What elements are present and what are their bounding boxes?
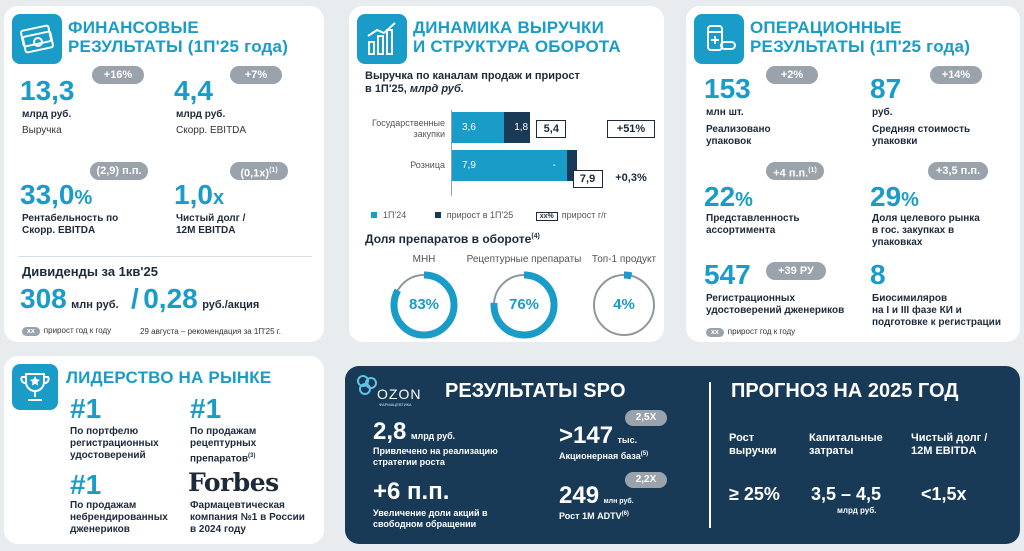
base-value-row: [559, 422, 637, 450]
legend-yoy-badge: xx%: [536, 212, 558, 221]
debt-change-footnote: (1): [269, 167, 278, 174]
assortment-label: [706, 213, 800, 237]
forbes-label: [190, 500, 305, 536]
base-label-text: Акционерная база: [559, 451, 641, 461]
biosimilars-label-line2: на I и III фазе КИ и: [872, 305, 962, 316]
share-ring-label: Рецептурные препараты: [466, 254, 582, 265]
assortment-label-line2: ассортимента: [706, 225, 776, 236]
forecast-col1-line1: Рост: [729, 432, 755, 444]
registrations-label: [706, 293, 844, 317]
price-label: [872, 124, 970, 148]
rank-1-line3: удостоверений: [70, 450, 146, 461]
adtv-change-badge: 2,2X: [625, 472, 667, 488]
legend-base-swatch: [371, 212, 377, 218]
adtv-unit: млн руб.: [603, 498, 634, 505]
rank-3-line3: дженериков: [70, 524, 130, 535]
base-label: [559, 451, 648, 461]
forecast-col2-line1: Капитальные: [809, 432, 883, 444]
legend-badge: xx: [22, 327, 40, 336]
price-value: 87: [870, 73, 902, 104]
chart-bar-segment: 3,6: [452, 112, 504, 143]
dynamics-subtitle-unit: млрд руб.: [409, 83, 464, 95]
forecast-col2-value: 3,5 – 4,5: [811, 484, 882, 504]
raised-label-line2: стратегии роста: [373, 457, 445, 467]
biosimilars-label-line1: Биосимиляров: [872, 293, 948, 304]
chart-total-label: 5,4: [536, 120, 566, 138]
base-label-footnote: (5): [640, 451, 649, 457]
registrations-value: 547: [704, 259, 751, 290]
margin-label: [22, 213, 118, 237]
market-share-value: [870, 182, 919, 215]
share-ring-label: МНН: [412, 254, 436, 265]
financial-legend: [22, 326, 111, 336]
margin-number: 33,0: [20, 179, 75, 210]
registrations-label-line2: удостоверений дженериков: [706, 305, 845, 316]
registrations-change-badge: +39 РУ: [766, 262, 826, 280]
margin-label-line1: Рентабельность по: [22, 213, 119, 224]
margin-change-badge: (2,9) п.п.: [90, 162, 148, 180]
adtv-label-text: Рост 1М ADTV: [559, 511, 622, 521]
revenue-chart: [349, 106, 664, 206]
biosimilars-value: 8: [870, 259, 886, 290]
ebitda-value: 4,4: [174, 75, 213, 106]
operational-title-line2: РЕЗУЛЬТАТЫ (1П'25 года): [750, 37, 971, 56]
forecast-col3-line1: Чистый долг /: [911, 432, 988, 444]
dynamics-title-line2: И СТРУКТУРА ОБОРОТА: [413, 37, 621, 56]
chart-bar-segment: 1,8: [504, 112, 530, 143]
adtv-label-footnote: (6): [621, 511, 629, 517]
forbes-logo: Forbes: [188, 468, 279, 497]
share-ring-value: 76%: [508, 296, 540, 313]
share-ring-value: 4%: [613, 296, 635, 313]
assortment-value: [704, 182, 753, 215]
revenue-dynamics-card: [349, 6, 664, 342]
chart-legend: [371, 210, 607, 221]
leadership-card: [4, 356, 324, 544]
chart-bar-segment: 7,9: [452, 150, 567, 181]
spo-forecast-divider: [709, 382, 711, 528]
rank-3-line1: По продажам: [70, 500, 137, 511]
assortment-change-badge: [766, 162, 824, 180]
adtv-label: [559, 511, 629, 521]
margin-suffix: %: [74, 187, 93, 209]
adtv-value: 249: [559, 482, 600, 509]
revenue-change-badge: +16%: [92, 66, 144, 84]
per-share-unit: руб./акция: [202, 299, 260, 311]
forecast-col1-label: [729, 432, 777, 458]
forbes-line2: компания №1 в России: [190, 512, 305, 523]
rank-3-line2: небрендированных: [70, 512, 168, 523]
legend-growth-swatch: [435, 212, 441, 218]
spo-title: РЕЗУЛЬТАТЫ SPO: [445, 380, 626, 402]
margin-value: [20, 180, 92, 213]
dividends-title: Дивиденды за 1кв'25: [22, 264, 158, 279]
price-label-line1: Средняя стоимость: [872, 124, 971, 135]
raised-label: [373, 446, 498, 468]
revenue-unit: млрд руб.: [22, 109, 72, 120]
forecast-col1-line2: выручки: [729, 445, 777, 457]
price-unit: руб.: [872, 107, 893, 118]
chart-category-label: Государственные закупки: [372, 118, 445, 139]
market-share-label-line3: упаковках: [872, 237, 923, 248]
debt-change-text: (0,1x): [240, 167, 270, 180]
dynamics-subtitle-line2a: в 1П'25,: [365, 83, 410, 95]
financial-results-card: [4, 6, 324, 342]
market-share-suffix: %: [901, 189, 919, 211]
operational-legend: [706, 327, 795, 337]
assortment-suffix: %: [735, 189, 753, 211]
market-share-label-line2: в гос. закупках в: [872, 225, 955, 236]
forecast-col2-label: [809, 432, 883, 458]
dividends-value: 308: [20, 283, 67, 314]
debt-value: [174, 180, 224, 213]
free-float-label: [373, 508, 488, 530]
rank-1-label: [70, 426, 159, 462]
raised-unit: млрд руб.: [410, 431, 456, 441]
free-float-value: +6 п.п.: [373, 478, 450, 505]
assortment-label-line1: Представленность: [706, 213, 800, 224]
packs-label-line1: Реализовано: [706, 124, 771, 135]
rank-1-line2: регистрационных: [70, 438, 159, 449]
leadership-title: ЛИДЕРСТВО НА РЫНКЕ: [66, 368, 272, 387]
packs-unit: млн шт.: [706, 107, 744, 118]
debt-suffix: x: [212, 187, 225, 209]
adtv-value-row: [559, 482, 634, 510]
ebitda-label: Скорр. EBITDA: [176, 125, 247, 136]
biosimilars-label-line3: подготовке к регистрации: [872, 317, 1001, 328]
free-float-line2: свободном обращении: [373, 519, 477, 529]
pills-icon: [694, 14, 744, 64]
ebitda-unit: млрд руб.: [176, 109, 226, 120]
per-share-value: 0,28: [143, 283, 198, 314]
ozon-logo-icon: [355, 374, 379, 396]
dynamics-subtitle: [365, 70, 580, 96]
ebitda-change-badge: +7%: [230, 66, 282, 84]
assortment-number: 22: [704, 181, 736, 212]
chart-total-label: 7,9: [573, 170, 603, 188]
operational-legend-text: прирост год к году: [727, 327, 796, 336]
dynamics-subtitle-line1: Выручка по каналам продаж и прирост: [365, 70, 580, 82]
legend-yoy-label: прирост г/г: [561, 210, 607, 220]
rank-2-footnote: (3): [248, 453, 256, 459]
legend-base-label: 1П'24: [383, 210, 407, 220]
spo-forecast-card: [345, 366, 1020, 544]
forbes-line3: в 2024 году: [190, 524, 246, 535]
trophy-icon: [12, 364, 58, 410]
debt-change-badge: [230, 162, 288, 180]
chart-growth-label: +51%: [607, 120, 655, 138]
base-value: >147: [559, 422, 614, 449]
rank-3: #1: [70, 469, 102, 500]
share-title: [365, 232, 540, 246]
chart-category-label: Розница: [410, 160, 445, 170]
raised-value-row: [373, 418, 455, 446]
rank-2: #1: [190, 393, 222, 424]
market-share-label-line1: Доля целевого рынка: [872, 213, 980, 224]
financial-title-line2: РЕЗУЛЬТАТЫ (1П'25 года): [68, 37, 289, 56]
share-title-footnote: (4): [531, 233, 540, 240]
rank-2-line1: По продажам: [190, 426, 257, 437]
share-title-text: Доля препаратов в обороте: [365, 232, 532, 246]
price-label-line2: упаковки: [872, 136, 918, 147]
operational-results-card: [686, 6, 1020, 342]
base-unit: тыс.: [617, 435, 638, 445]
share-ring-value: 83%: [408, 296, 440, 313]
revenue-value: 13,3: [20, 75, 75, 106]
rank-2-line3-text: препаратов: [190, 453, 249, 465]
revenue-label: Выручка: [22, 125, 62, 136]
chart-bar-empty-label: -: [552, 160, 556, 171]
debt-label-line2: 12M EBITDA: [176, 225, 236, 236]
legend-growth-label: прирост в 1П'25: [446, 210, 514, 220]
market-share-number: 29: [870, 181, 902, 212]
dividends-slash: /: [131, 283, 139, 314]
margin-label-line2: Скорр. EBITDA: [22, 225, 96, 236]
ozon-logo: [355, 372, 435, 412]
operational-legend-badge: xx: [706, 328, 724, 337]
dividends-row: [20, 284, 259, 314]
legend-text: прирост год к году: [43, 326, 112, 335]
forecast-col2-unit: млрд руб.: [837, 506, 877, 515]
packs-label: [706, 124, 771, 148]
packs-change-badge: +2%: [766, 66, 818, 84]
registrations-label-line1: Регистрационных: [706, 293, 796, 304]
assortment-change-text: +4 п.п.: [773, 167, 809, 180]
free-float-line1: Увеличение доли акций в: [373, 508, 488, 518]
debt-number: 1,0: [174, 179, 213, 210]
rank-3-label: [70, 500, 168, 536]
raised-value: 2,8: [373, 418, 407, 445]
chart-growth-label: +0,3%: [607, 170, 655, 188]
price-change-badge: +14%: [930, 66, 982, 84]
rank-1: #1: [70, 393, 102, 424]
dynamics-subtitle-line2: [365, 83, 580, 96]
operational-title-line1: ОПЕРАЦИОННЫЕ: [750, 18, 902, 37]
raised-label-line1: Привлечено на реализацию: [373, 446, 498, 456]
biosimilars-label: [872, 293, 1001, 329]
bar-chart-icon: [357, 14, 407, 64]
packs-value: 153: [704, 73, 751, 104]
debt-label-line1: Чистый долг /: [176, 213, 246, 224]
rank-2-line3: [190, 450, 256, 465]
market-share-change-badge: +3,5 п.п.: [928, 162, 988, 180]
share-ring-label: Топ-1 продукт: [591, 254, 657, 265]
packs-label-line2: упаковок: [706, 136, 752, 147]
forbes-line1: Фармацевтическая: [190, 500, 285, 511]
ozon-logo-sub: ФАРМАЦЕВТИКА: [379, 402, 412, 407]
assortment-change-footnote: (1): [808, 167, 817, 174]
forecast-col3-value: <1,5x: [921, 484, 967, 504]
rank-1-line1: По портфелю: [70, 426, 139, 437]
dividends-note: 29 августа – рекомендация за 1П'25 г.: [140, 327, 281, 336]
base-change-badge: 2,5X: [625, 410, 667, 426]
financial-divider: [18, 256, 312, 257]
forecast-col3-label: [911, 432, 987, 458]
dynamics-title-line1: ДИНАМИКА ВЫРУЧКИ: [413, 18, 604, 37]
financial-title-line1: ФИНАНСОВЫЕ: [68, 18, 199, 37]
money-icon: [12, 14, 62, 64]
forecast-col1-value: ≥ 25%: [729, 484, 780, 504]
rank-2-line2: рецептурных: [190, 438, 257, 449]
debt-label: [176, 213, 245, 237]
market-share-label: [872, 213, 980, 249]
ozon-logo-text: OZON: [377, 386, 422, 402]
rank-2-label: [190, 426, 256, 465]
forecast-title: ПРОГНОЗ НА 2025 ГОД: [731, 380, 959, 402]
forecast-col2-line2: затраты: [809, 445, 854, 457]
forecast-col3-line2: 12M EBITDA: [911, 445, 977, 457]
dividends-unit: млн руб.: [71, 299, 119, 311]
